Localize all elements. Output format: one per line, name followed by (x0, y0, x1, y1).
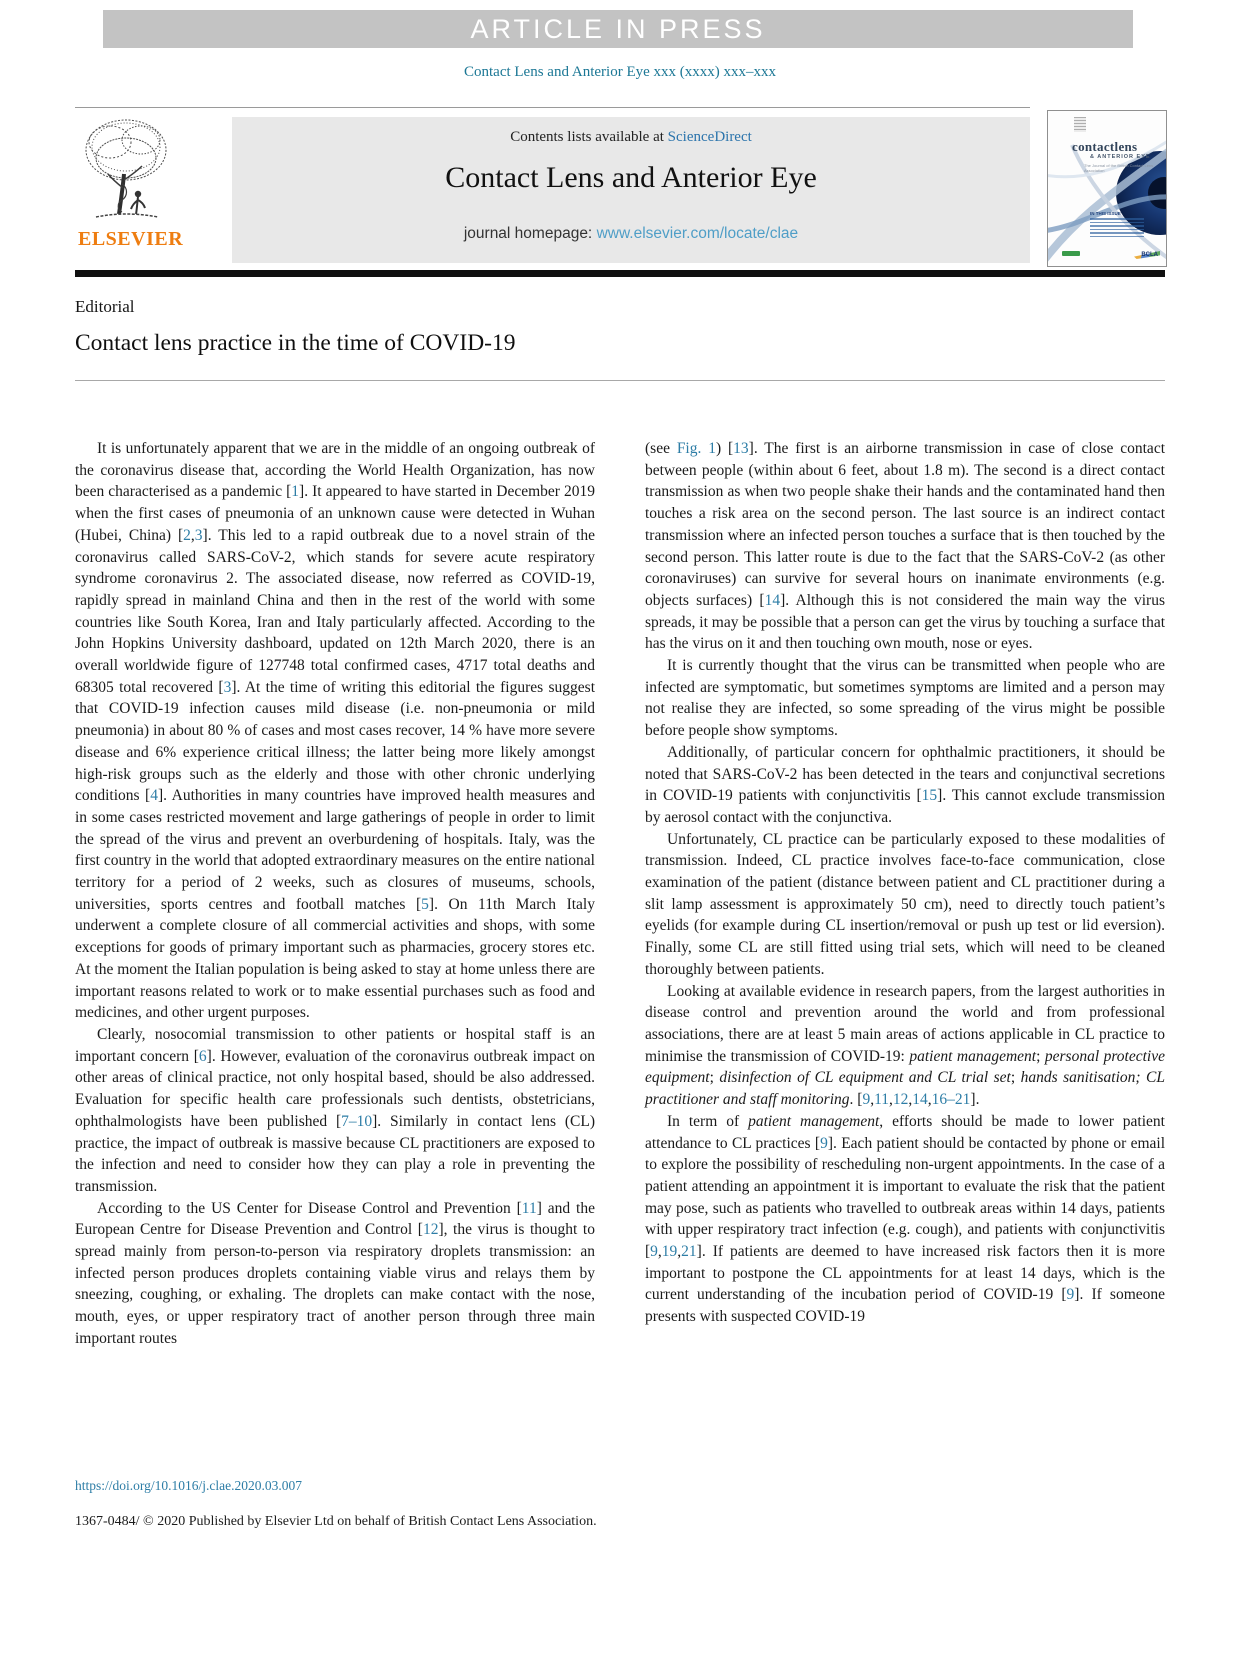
citation-link[interactable]: 19 (661, 1243, 678, 1261)
italic-term: hands sanitisation; (1020, 1069, 1141, 1087)
contents-prefix: Contents lists available at (510, 129, 668, 145)
citation-link[interactable]: 7–10 (341, 1112, 373, 1130)
citation-link[interactable]: 3 (194, 526, 203, 544)
paragraph: Clearly, nosocomial transmission to other patients or hospital staff is an important concern [6]. However, evaluation of the coronavirus outbreak impact on other areas of clinical practice, not only hospital based, should be also addressed. Evaluation for specific health care professionals such dentists, obstetricians, ophthalmologists have been published [7–10]. Similarly in contact lens (CL) practice, the impact of outbreak is massive because CL practitioners are exposed to the infection and need to consider how they can play a role in preventing the transmission. (75, 1025, 595, 1195)
journal-title: Contact Lens and Anterior Eye (445, 161, 817, 194)
header-divider-bar (75, 270, 1165, 277)
homepage-line (232, 225, 1030, 243)
cover-eye-graphic (1048, 111, 1166, 266)
right-column (645, 438, 1165, 1350)
homepage-prefix: journal homepage: (463, 225, 597, 242)
cover-subtitle: & ANTERIOR EYE (1090, 154, 1151, 160)
italic-term: personal protective equipment (645, 1047, 1165, 1087)
citation-link[interactable]: 9 (1066, 1286, 1075, 1304)
journal-header-box (232, 117, 1030, 263)
citation-link[interactable]: 6 (198, 1047, 207, 1065)
citation-link[interactable]: 21 (681, 1243, 697, 1261)
paragraph: It is unfortunately apparent that we are in the middle of an ongoing outbreak of the coronavirus disease that, according the World Health Organization, has now been characterised as a pandemic [1]. It appeared to have started in December 2019 when the first cases of pneumonia of an unknown cause were detected in Wuhan (Hubei, China) [2,3]. This led to a rapid outbreak due to a novel strain of the coronavirus called SARS-CoV-2, which stands for severe acute respiratory syndrome coronavirus 2. The associated disease, now referred as COVID-19, rapidly spread in mainland China and then in the rest of the world with some countries like South Korea, Iran and Italy particularly affected. According to the John Hopkins University dashboard, updated on 12th March 2020, there is an overall worldwide figure of 127748 total confirmed cases, 4717 total deaths and 68305 total recovered [3]. At the time of writing this editorial the figures suggest that COVID-19 infection causes mild disease (i.e. non-pneumonia or mild pneumonia) in about 80 % of cases and most cases recover, 14 % have more severe disease and 6% experience critical illness; the latter being more likely amongst high-risk groups such as the elderly and those with other chronic underlying conditions [4]. Authorities in many countries have improved health measures and in some cases restricted movement and large gatherings of people in order to limit the spread of the virus and prevent an overburdening of hospitals. Italy, was the first country in the world that adopted extraordinary measures on the entire national territory for a period of 2 weeks, such as closures of museums, schools, universities, sports centres and football matches [5]. On 11th March Italy underwent a complete closure of all commercial activities and shops, with some exceptions for goods of primary important such as pharmacies, grocery stores etc. At the moment the Italian population is being asked to stay at home unless there are important reasons related to work or to make essential purchases such as food and medicines, and other urgent purposes. (75, 440, 595, 1022)
citation-link[interactable]: 12 (422, 1221, 439, 1239)
paragraph: (see Fig. 1) [13]. The first is an airborne transmission in case of close contact between people (within about 6 feet, about 1.8 m). The second is a direct contact transmission as when two people shake their hands and the contaminated hand then touches a risk area on the second person. The last source is an indirect contact transmission where an infected person touches a surface that is then touched by the second person. This latter route is due to the fact that the SARS-CoV-2 (as other coronaviruses) can survive for several hours on inanimate environments (e.g. objects surfaces) [14]. Although this is not considered the main way the virus spreads, it may be possible that a person can get the virus by touching a surface that has the virus on it and then touching own mouth, nose or eyes. (645, 440, 1166, 653)
title-rule (75, 380, 1165, 381)
journal-citation-line: Contact Lens and Anterior Eye xxx (xxxx) xxx–xxx (463, 64, 777, 80)
paragraph: According to the US Center for Disease Control and Prevention [11] and the European Centre for Disease Prevention and Control [12], the virus is thought to spread mainly from person-to-person via respiratory droplets transmission: an infected person produces droplets containing viable virus and relays them by sneezing, coughing, or exhaling. The droplets can make contact with the nose, mouth, eyes, or upper respiratory tract of another person through three main important routes (75, 1199, 595, 1347)
citation-link[interactable]: 14 (764, 591, 781, 609)
italic-term: patient management (909, 1047, 1037, 1065)
cover-issue-lines (1090, 218, 1144, 239)
cover-tagline: The Journal of the British Contact Lens Association (1084, 163, 1154, 173)
homepage-link[interactable]: www.elsevier.com/locate/clae (596, 225, 799, 242)
elsevier-wordmark: ELSEVIER (78, 228, 184, 250)
italic-term: patient management (748, 1112, 880, 1130)
elsevier-tree-icon (78, 114, 174, 226)
figure-link[interactable]: Fig. 1 (676, 440, 716, 457)
banner-text: ARTICLE IN PRESS (470, 13, 766, 44)
paragraph: Unfortunately, CL practice can be particularly exposed to these modalities of transmission. Indeed, CL practice involves face-to-face communication, close examination of the patient (distance between patient and CL practitioner during a slit lamp assessment is approximately 50 cm), need to directly touch patient’s eyelids (for example during CL insertion/removal or push up test or lid eversion). Finally, some CL are still fitted using trial sets, which will need to be cleaned thoroughly between patients. (645, 830, 1165, 978)
citation-link[interactable]: 13 (733, 440, 749, 457)
citation-link[interactable]: 12 (892, 1091, 909, 1109)
cover-elsevier-mark (1074, 117, 1086, 132)
citation-link[interactable]: 15 (921, 787, 938, 805)
citation-link[interactable]: 1 (291, 483, 300, 501)
paragraph: Additionally, of particular concern for ophthalmic practitioners, it should be noted that SARS-CoV-2 has been detected in the tears and conjunctival secretions in COVID-19 patients with conjunctivitis [15]. This cannot exclude transmission by aerosol contact with the conjunctiva. (645, 743, 1166, 826)
citation-link[interactable]: 9 (650, 1243, 658, 1261)
cover-in-this-issue: IN THIS ISSUE (1090, 211, 1121, 216)
citation-link[interactable]: 11 (874, 1091, 890, 1109)
article-body (75, 438, 1165, 1350)
paragraph: It is currently thought that the virus can be transmitted when people who are infected are symptomatic, but sometimes symptoms are limited and a person may not realise they are infected, so some spreading of the virus might be possible before people show symptoms. (645, 657, 1165, 740)
article-type-label: Editorial (75, 297, 135, 316)
citation-link[interactable]: 14 (912, 1091, 928, 1109)
citation-link[interactable]: 4 (150, 787, 158, 805)
italic-term: disinfection of CL equipment and CL trial set (719, 1069, 1011, 1087)
copyright-line: 1367-0484/ © 2020 Published by Elsevier Ltd on behalf of British Contact Lens Association. (75, 1514, 597, 1529)
article-title: Contact lens practice in the time of COVID-19 (75, 330, 516, 356)
cover-title: contactlens (1072, 139, 1138, 154)
citation-link[interactable]: 3 (223, 678, 232, 696)
paragraph: Looking at available evidence in research papers, from the largest authorities in disease control and prevention around the world and from professional associations, there are at least 5 main areas of actions applicable in CL practice to minimise the transmission of COVID-19: patient management; personal protective equipment; disinfection of CL equipment and CL trial set; hands sanitisation; CL practitioner and staff monitoring. [9,11,12,14,16–21]. (645, 982, 1165, 1109)
citation-link[interactable]: 9 (820, 1134, 828, 1152)
doi-link[interactable]: https://doi.org/10.1016/j.clae.2020.03.007 (75, 1478, 302, 1493)
citation-link[interactable]: 2 (183, 526, 191, 544)
citation-link[interactable]: 5 (421, 895, 429, 913)
sciencedirect-link[interactable]: ScienceDirect (667, 129, 752, 145)
paragraph: In term of patient management, efforts should be made to lower patient attendance to CL practices [9]. Each patient should be contacted by phone or email to explore the possibility of rescheduling non-urgent appointments. In the case of a patient attending an appointment it is important to evaluate the risk that the patient may pose, such as patients who travelled to outbreak areas within 14 days, patients with upper respiratory tract infection (e.g. cough), and patients with conjunctivitis [9,19,21]. If patients are deemed to have increased risk factors then it is more important to postpone the CL appointments for at least 14 days, which is the current understanding of the incubation period of COVID-19 [9]. If someone presents with suspected COVID-19 (645, 1112, 1166, 1326)
contents-line (232, 129, 1030, 146)
elsevier-logo (78, 114, 196, 264)
citation-link[interactable]: 9 (862, 1091, 871, 1109)
cover-bcla-logo: BCLA (1141, 252, 1158, 258)
left-column (75, 438, 595, 1350)
article-in-press-banner (103, 10, 1133, 48)
italic-term: CL practitioner and staff monitoring (645, 1069, 1165, 1109)
header-top-rule (75, 107, 1030, 108)
citation-link[interactable]: 11 (521, 1199, 537, 1217)
cover-publisher-mark (1062, 251, 1080, 256)
citation-link[interactable]: 16–21 (931, 1091, 971, 1109)
journal-cover-thumbnail (1047, 110, 1167, 267)
